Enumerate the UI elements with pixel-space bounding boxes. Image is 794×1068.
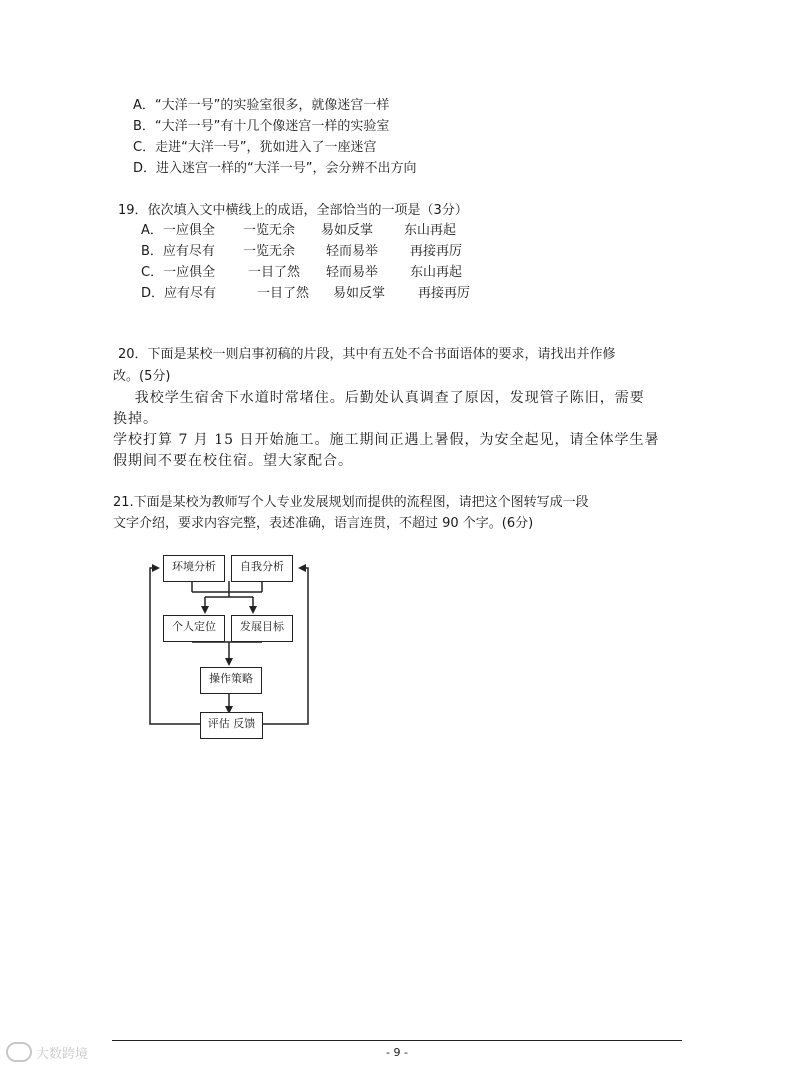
watermark-logo-icon	[6, 1042, 32, 1062]
q19-option-a-label: A．一应俱全	[141, 223, 215, 238]
flow-box-operation-strategy: 操作策略	[200, 667, 262, 694]
q19-option-a-c4: 东山再起	[404, 223, 457, 238]
loop-right	[262, 568, 308, 724]
q19-option-b-c3: 轻而易举	[326, 244, 379, 259]
q20-passage-line-2: 换掉。	[113, 411, 158, 427]
q20-stem-line-2: 改。(5分)	[113, 369, 171, 384]
q20-passage-line-4: 假期间不要在校住宿。望大家配合。	[113, 453, 353, 469]
flow-box-development-goal: 发展目标	[231, 615, 293, 642]
q19-option-c-c4: 东山再起	[410, 265, 463, 280]
flow-box-self-analysis: 自我分析	[231, 555, 293, 582]
q19-option-a-c3: 易如反掌	[321, 223, 374, 238]
q19-option-d-c4: 再接再厉	[418, 286, 471, 301]
q20-stem-line-1: 20．下面是某校一则启事初稿的片段，其中有五处不合书面语体的要求，请找出并作修	[118, 347, 616, 362]
q19-option-d-c3: 易如反掌	[333, 286, 386, 301]
q21-stem-line-2: 文字介绍，要求内容完整，表述准确，语言连贯，不超过 90 个字。(6分)	[113, 516, 534, 531]
q19-option-c-c3: 轻而易举	[326, 265, 379, 280]
q21-stem-line-1: 21.下面是某校为教师写个人专业发展规划而提供的流程图，请把这个图转写成一段	[113, 495, 589, 510]
q20-passage-line-3: 学校打算 7 月 15 日开始施工。施工期间正遇上暑假，为安全起见，请全体学生暑	[113, 432, 660, 448]
watermark	[6, 1042, 88, 1062]
flow-box-environment-analysis: 环境分析	[163, 555, 225, 582]
q19-option-c-label: C．一应俱全	[141, 265, 216, 280]
flow-box-evaluation-feedback: 评估 反馈	[200, 712, 263, 739]
q19-option-a-c2: 一览无余	[243, 223, 296, 238]
q20-passage-line-1: 我校学生宿舍下水道时常堵住。后勤处认真调查了原因，发现管子陈旧，需要	[113, 390, 645, 406]
q19-option-c-c2: 一目了然	[248, 265, 301, 280]
q18-option-d: D．进入迷宫一样的“大洋一号”，会分辨不出方向	[133, 161, 417, 176]
q19-option-d-label: D．应有尽有	[141, 286, 217, 301]
footer-rule	[112, 1040, 682, 1041]
flow-box-personal-positioning: 个人定位	[163, 615, 225, 642]
q19-option-b-label: B．应有尽有	[141, 244, 215, 259]
q19-option-d-c2: 一目了然	[257, 286, 310, 301]
page-number: - 9 -	[386, 1046, 408, 1059]
q18-option-c: C．走进“大洋一号”，犹如进入了一座迷宫	[133, 140, 377, 155]
watermark-text: 大数跨境	[36, 1046, 89, 1062]
q19-option-b-c2: 一览无余	[243, 244, 296, 259]
q19-option-b-c4: 再接再厉	[410, 244, 463, 259]
q19-stem: 19．依次填入文中横线上的成语，全部恰当的一项是（3分）	[118, 203, 468, 218]
q18-option-a: A．“大洋一号”的实验室很多，就像迷宫一样	[133, 98, 390, 113]
q18-option-b: B．“大洋一号”有十几个像迷宫一样的实验室	[133, 119, 390, 134]
